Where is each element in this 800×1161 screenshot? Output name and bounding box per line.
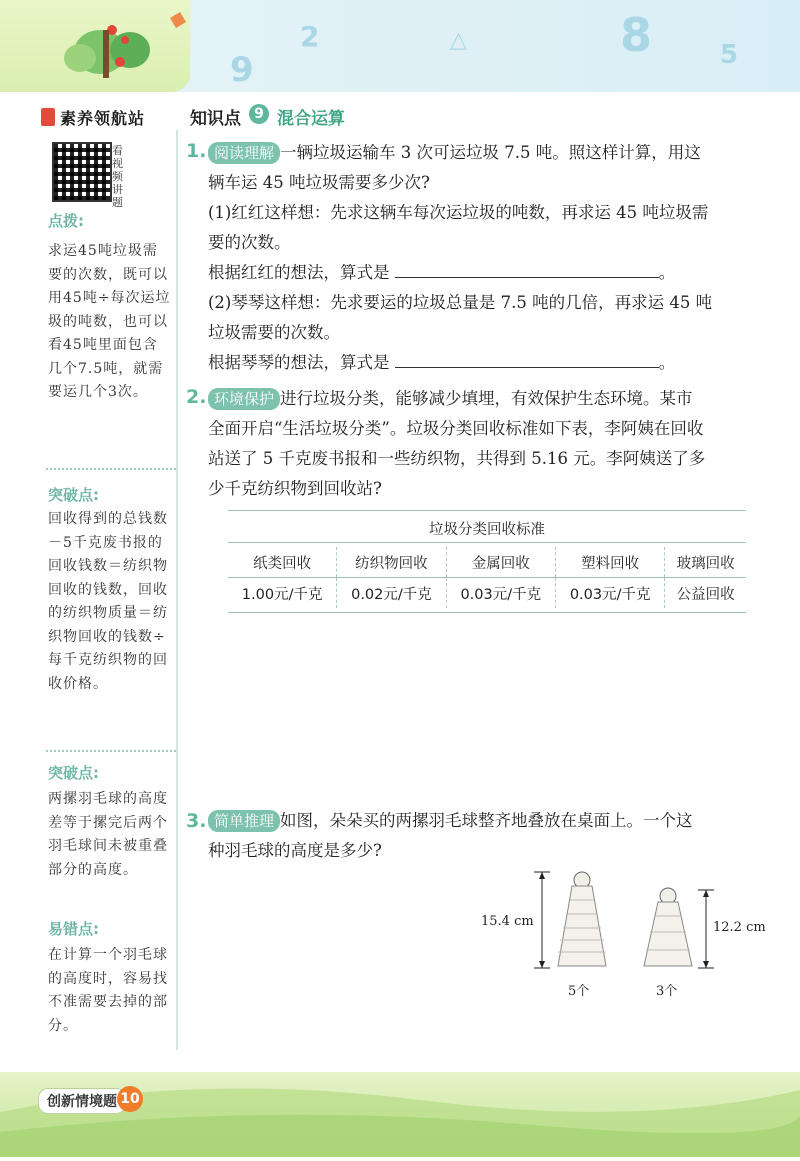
knowledge-point-title: 混合运算 — [277, 109, 345, 129]
left-shuttlecock-stack — [558, 872, 606, 966]
answer-blank[interactable] — [395, 259, 659, 278]
right-shuttlecock-stack — [644, 888, 692, 966]
question-number: 2. — [186, 386, 207, 408]
header-plant-area — [0, 0, 190, 92]
right-height-label: 12.2 cm — [713, 920, 766, 935]
header-deco-digit: 9 — [230, 50, 254, 90]
brand-icon — [41, 108, 55, 126]
sidebar-text: 在计算一个羽毛球的高度时，容易找不准需要去掉的部分。 — [48, 947, 168, 1034]
plant-illustration — [0, 0, 190, 92]
table-cell: 0.02元/千克 — [337, 578, 446, 609]
question-text: 辆车运 45 吨垃圾需要多少次? — [208, 173, 430, 192]
table-row — [228, 578, 746, 609]
question-tag: 环境保护 — [208, 388, 280, 410]
end-mark: 。 — [658, 353, 676, 372]
left-height-label: 15.4 cm — [481, 914, 534, 929]
sidebar-text: 回收得到的总钱数－5千克废书报的回收钱数＝纺织物回收的钱数，回收的纺织物质量＝纺织物回收的钱数÷每千克纺织物的回收价格。 — [48, 511, 168, 692]
question-line — [208, 806, 693, 836]
question-text: 根据琴琴的想法，算式是 — [208, 353, 390, 372]
table-rule — [228, 542, 746, 543]
sidebar-text: 两摞羽毛球的高度差等于摞完后两个羽毛球间未被重叠部分的高度。 — [48, 791, 168, 878]
question-text: (2)琴琴这样想：先求要运的垃圾总量是 7.5 吨的几倍，再求运 45 吨 — [208, 293, 713, 312]
qr-note: 看视频讲题 — [112, 144, 123, 209]
header-deco-digit: 8 — [620, 8, 653, 62]
table-cell: 1.00元/千克 — [241, 586, 323, 603]
question-text: 站送了 5 千克废书报和一些纺织物，共得到 5.16 元。李阿姨送了多 — [208, 449, 706, 468]
sidebar-heading: 点拨: — [48, 212, 84, 230]
end-mark: 。 — [658, 263, 676, 282]
question-number: 3. — [186, 810, 207, 832]
question-text: 进行垃圾分类，能够减少填埋，有效保护生态环境。某市 — [280, 389, 693, 408]
footer-band — [0, 1072, 800, 1157]
question-line — [208, 348, 712, 378]
table-header-cell: 玻璃回收 — [665, 547, 746, 578]
sidebar-heading: 突破点: — [48, 486, 99, 504]
table-header-cell: 塑料回收 — [555, 547, 664, 578]
question-number: 1. — [186, 140, 207, 162]
question-line — [208, 258, 712, 288]
question-text: 全面开启“生活垃圾分类”。垃圾分类回收标准如下表，李阿姨在回收 — [208, 419, 704, 438]
qr-code[interactable] — [52, 142, 112, 202]
sidebar-text: 求运45吨垃圾需要的次数，既可以用45吨÷每次运垃圾的吨数，也可以看45吨里面包含几个7.5吨，就需要运几个3次。 — [48, 243, 171, 400]
shuttlecock-figure — [520, 866, 720, 976]
sidebar-heading: 突破点: — [48, 764, 99, 782]
question-tag: 简单推理 — [208, 810, 280, 832]
footer-hills — [0, 1072, 800, 1157]
header-deco-triangle: △ — [450, 28, 467, 53]
question-2 — [208, 384, 705, 504]
question-text: (1)红红这样想：先求这辆车每次运垃圾的吨数，再求运 45 吨垃圾需 — [208, 203, 709, 222]
table-caption: 垃圾分类回收标准 — [429, 522, 545, 538]
sidebar-heading: 易错点: — [48, 920, 99, 938]
question-text: 根据红红的想法，算式是 — [208, 263, 390, 282]
table-header-row — [228, 547, 746, 578]
question-text: 一辆垃圾运输车 3 次可运垃圾 7.5 吨。照这样计算，用这 — [280, 143, 701, 162]
right-count-label: 3个 — [656, 984, 678, 999]
table-header-cell: 金属回收 — [446, 547, 555, 578]
sidebar-border — [176, 130, 178, 1050]
question-text: 如图，朵朵买的两摞羽毛球整齐地叠放在桌面上。一个这 — [280, 811, 693, 830]
sidebar-divider — [46, 750, 176, 752]
question-text: 种羽毛球的高度是多少? — [208, 841, 382, 860]
question-3 — [208, 806, 693, 866]
question-tag: 阅读理解 — [208, 142, 280, 164]
answer-blank[interactable] — [395, 349, 659, 368]
question-1 — [208, 138, 712, 378]
table-cell: 0.03元/千克 — [446, 578, 555, 609]
header-deco-digit: 2 — [300, 20, 320, 53]
header-deco-digit: 5 — [720, 40, 739, 70]
question-line — [208, 138, 712, 168]
left-count-label: 5个 — [568, 984, 590, 999]
question-text: 垃圾需要的次数。 — [208, 323, 340, 342]
table-header-cell: 纸类回收 — [228, 547, 337, 578]
question-line — [208, 384, 705, 414]
recycle-table — [228, 547, 746, 608]
table-bottom-rule — [228, 612, 746, 613]
table-top-rule — [228, 510, 746, 511]
knowledge-point-number: 9 — [249, 104, 269, 124]
table-cell: 公益回收 — [665, 578, 746, 609]
brand-title: 素养领航站 — [60, 109, 146, 128]
table-header-cell: 纺织物回收 — [337, 547, 446, 578]
question-text: 要的次数。 — [208, 233, 291, 252]
knowledge-point-label: 知识点 — [190, 109, 241, 129]
table-cell: 0.03元/千克 — [555, 578, 664, 609]
footer-label: 创新情境题 — [38, 1088, 126, 1114]
page-number: 10 — [117, 1086, 143, 1112]
sidebar-divider — [46, 468, 176, 470]
question-text: 少千克纺织物到回收站? — [208, 479, 382, 498]
